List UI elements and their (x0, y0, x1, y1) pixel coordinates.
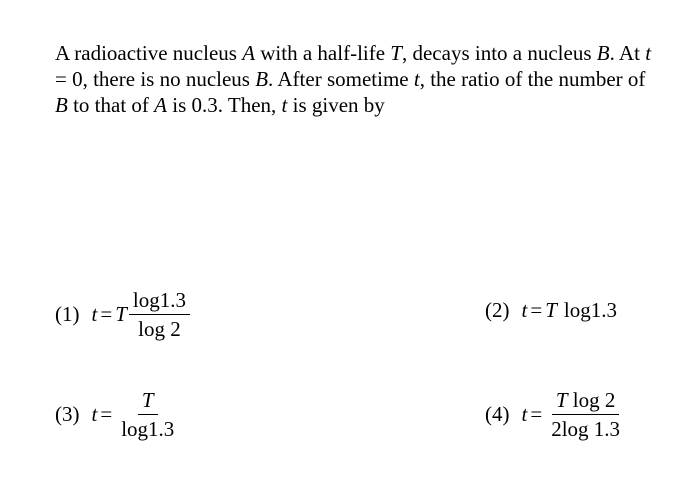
equals-sign: = (530, 402, 543, 426)
option-variable: t (91, 402, 98, 426)
numerator-variable: T (555, 388, 568, 412)
option-4[interactable] (485, 388, 624, 441)
equals-sign: = (100, 402, 113, 426)
option-2[interactable] (485, 298, 617, 323)
equals-sign: = (100, 302, 113, 326)
option-number: (4) (485, 402, 510, 426)
option-variable: t (521, 298, 528, 322)
question-text: A radioactive nucleus A with a half-life T, decays into a nucleus B. At t = 0, there is no nucleus B. After sometime t, the ratio of the number of B to that of A is 0.3. Then, t is given by (55, 41, 652, 117)
fraction-numerator: T (138, 388, 158, 415)
fraction (129, 288, 190, 341)
fraction-denominator: 2log 1.3 (551, 417, 621, 441)
option-number: (2) (485, 298, 510, 322)
numerator-log: log 2 (572, 388, 616, 412)
fraction-denominator: log1.3 (121, 417, 175, 441)
fraction-numerator (552, 388, 620, 415)
fraction (547, 388, 624, 441)
option-variable: t (521, 402, 528, 426)
fraction-denominator: log 2 (138, 317, 181, 341)
option-number: (1) (55, 302, 80, 326)
equals-sign: = (530, 298, 543, 322)
option-coefficient: T (115, 302, 127, 326)
option-1[interactable] (55, 288, 190, 341)
fraction-numerator: log1.3 (129, 288, 190, 315)
option-3[interactable] (55, 388, 178, 441)
option-number: (3) (55, 402, 80, 426)
option-coefficient: T (545, 298, 557, 322)
fraction (117, 388, 178, 441)
option-variable: t (91, 302, 98, 326)
option-expression: log1.3 (563, 298, 617, 322)
